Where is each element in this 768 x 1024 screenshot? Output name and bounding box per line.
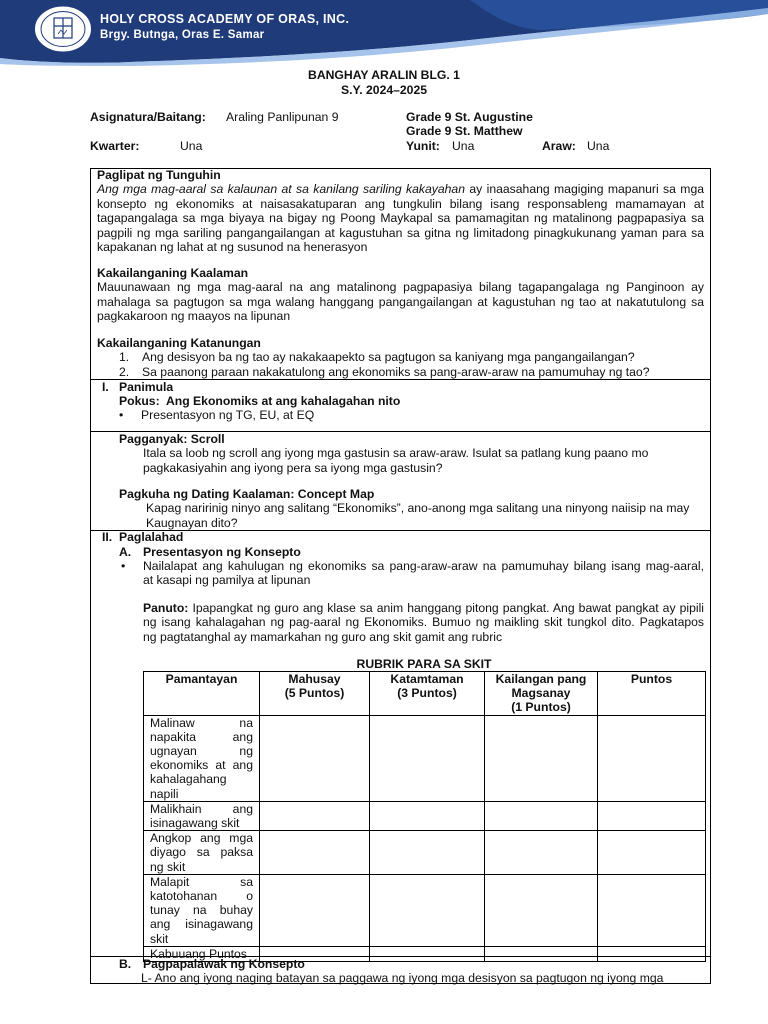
rubric-score-cell[interactable] (260, 715, 370, 801)
question-number: 2. (119, 364, 130, 379)
motivation-text: Itala sa loob ng scroll ang iyong mga gastusin sa araw-araw. Isulat sa patlang kung paano mo (143, 446, 649, 461)
rubric-title: RUBRIK PARA SA SKIT (356, 657, 492, 671)
understanding-text: Mauunawaan ng mga mag-aaral na ang matalinong pagpapasiya bilang tagapangalaga ng Panginoon ay (97, 280, 704, 295)
prior-knowledge-heading: Pagkuha ng Dating Kaalaman: Concept Map (119, 487, 375, 501)
section-heading: Paglalahad (119, 530, 184, 544)
transfer-goal-heading: Paglipat ng Tunguhin (97, 168, 221, 182)
focus-bullet: Presentasyon ng TG, EU, at EQ (141, 408, 315, 422)
rubric-score-cell[interactable] (260, 874, 370, 946)
section-number: I. (102, 380, 109, 394)
concept-bullet-text: Nailalapat ang kahulugan ng ekonomiks sa pang-araw-araw na pamumuhay bilang isang mag-aaral, (143, 559, 704, 573)
subject-value: Araling Panlipunan 9 (226, 110, 339, 124)
instructions-label: Panuto: (143, 601, 189, 615)
rubric-header-cell: Puntos (598, 672, 706, 716)
rubric-score-cell[interactable] (598, 874, 706, 946)
transfer-goal-section (97, 168, 704, 254)
table-row (144, 715, 706, 801)
day-value: Una (587, 139, 610, 153)
subsection-label: B. (119, 957, 132, 971)
rubric-total-label: Kabuuang Puntos (144, 946, 260, 961)
focus-label: Pokus: (119, 394, 160, 408)
subject-label: Asignatura/Baitang: (90, 110, 206, 124)
rubric-score-cell[interactable] (370, 831, 485, 875)
rubric-score-cell[interactable] (485, 801, 598, 830)
question-item: Sa paanong paraan nakakatulong ang ekonomiks sa pang-araw-araw na pamumuhay ng tao? (142, 364, 650, 379)
understanding-heading: Kakailanganing Kaalaman (97, 266, 249, 280)
rubric-score-cell[interactable] (598, 831, 706, 875)
rubric-score-cell[interactable] (260, 831, 370, 875)
rubric-criterion: Malinaw na napakita ang ugnayan ng ekonomiks at ang kahalagahang napili (144, 715, 260, 801)
transfer-goal-text: pagpili ng mga sariling pangangailangan at kagustuhan sa gitna ng limitadong pinagkukunang yaman para sa (97, 225, 704, 240)
rubric-score-cell[interactable] (598, 946, 706, 961)
understanding-text: pagkakaroon ng maayos na lipunan (97, 309, 291, 324)
school-seal-logo (32, 4, 94, 54)
instructions-section (143, 601, 704, 644)
rubric-header-cell: Katamtaman (3 Puntos) (370, 672, 485, 716)
concept-bullet-text: at kasapi ng pamilya at lipunan (143, 573, 311, 588)
subsection-heading: Pagpapalawak ng Konsepto (143, 957, 305, 971)
rubric-score-cell[interactable] (370, 715, 485, 801)
grade-section-1: Grade 9 St. Augustine (406, 110, 533, 124)
rubric-table (143, 671, 706, 962)
rubric-score-cell[interactable] (370, 946, 485, 961)
unit-value: Una (452, 139, 475, 153)
rubric-score-cell[interactable] (370, 874, 485, 946)
prior-knowledge-text: Kapag naririnig ninyo ang salitang “Ekonomiks”, ano-anong mga salitang una ninyong naiisip na may (146, 501, 690, 516)
rubric-header-cell: Kailangan pang Magsanay (1 Puntos) (485, 672, 598, 716)
instructions-text: ng pagtatanghal ay mamarkahan ng guro ang skit gamit ang rubric (143, 629, 503, 644)
rubric-header-row (144, 672, 706, 716)
transfer-goal-text: kapakanan ng lahat at ng susunod na henerasyon (97, 240, 368, 255)
understanding-section (97, 266, 704, 324)
rubric-score-cell[interactable] (370, 801, 485, 830)
header-banner (0, 0, 768, 66)
transfer-goal-text: konsepto ng ekonomiks at naisasakatuparan ang tungkulin bilang isang responsableng mamamayan at (97, 196, 704, 211)
rubric-score-cell[interactable] (598, 715, 706, 801)
prior-knowledge-section (119, 487, 704, 530)
rubric-criterion: Malikhain ang isinagawang skit (144, 801, 260, 830)
rubric-score-cell[interactable] (598, 801, 706, 830)
rubric-header-cell: Mahusay (5 Puntos) (260, 672, 370, 716)
quarter-label: Kwarter: (90, 139, 140, 153)
rubric-score-cell[interactable] (485, 946, 598, 961)
essential-questions-section (97, 336, 704, 379)
motivation-text: pagkakasiyahin ang iyong pera sa iyong mga gastusin? (143, 460, 443, 475)
understanding-text: mahalaga sa pagtugon sa mga walang hanggang pangangailangan at kagustuhan ng tao at nakatutulong sa (97, 294, 704, 309)
section-number: II. (102, 530, 113, 544)
quarter-value: Una (180, 139, 203, 153)
school-year: S.Y. 2024–2025 (340, 83, 428, 97)
rubric-score-cell[interactable] (485, 874, 598, 946)
day-label: Araw: (542, 139, 576, 153)
rubric-header-cell: Pamantayan (144, 672, 260, 716)
essential-questions-heading: Kakailanganing Katanungan (97, 336, 261, 350)
prior-knowledge-text: Kaugnayan dito? (146, 515, 238, 530)
table-row (144, 831, 706, 875)
motivation-section (119, 432, 704, 475)
table-row (144, 874, 706, 946)
document-title: BANGHAY ARALIN BLG. 1 (308, 68, 460, 82)
transfer-goal-text: tagapangalaga sa mga biyaya na bigay ng Poong Maykapal sa pamamagitan ng matalinong pagpapasiya sa (97, 211, 704, 226)
subsection-heading: Presentasyon ng Konsepto (143, 545, 301, 559)
school-name: HOLY CROSS ACADEMY OF ORAS, INC. (100, 12, 350, 26)
question-item: Ang desisyon ba ng tao ay nakakaapekto sa pagtugon sa kaniyang mga pangangailangan? (142, 350, 635, 365)
school-identity (100, 12, 349, 41)
instructions-text: Ipapangkat ng guro ang klase sa anim hanggang pitong pangkat. Ang bawat pangkat ay pipili (192, 601, 705, 615)
transfer-goal-italic: Ang mga mag-aaral sa kalaunan at sa kanilang sariling kakayahan (97, 182, 465, 197)
grade-section-2: Grade 9 St. Matthew (406, 124, 523, 138)
rubric-criterion: Malapit sa katotohanan o tunay na buhay ang isinagawang skit (144, 874, 260, 946)
rubric-score-cell[interactable] (260, 801, 370, 830)
rubric-score-cell[interactable] (485, 831, 598, 875)
focus-text: Ang Ekonomiks at ang kahalagahan nito (165, 394, 401, 408)
transfer-goal-text: ay inaasahang magiging mapanuri sa mga (469, 182, 704, 197)
expansion-text: L- Ano ang iyong naging batayan sa paggawa ng iyong mga desisyon sa pagtugon ng iyong mga (141, 971, 664, 985)
subsection-label: A. (119, 545, 132, 559)
instructions-text: ng isang kahalagahan ng pag-aaral ng Ekonomiks. Bumuo ng maikling skit tungkol dito. Pagkatapos (143, 615, 704, 630)
section-heading: Panimula (119, 380, 174, 394)
rubric-criterion: Angkop ang mga diyago sa paksa ng skit (144, 831, 260, 875)
unit-label: Yunit: (406, 139, 440, 153)
table-row (144, 801, 706, 830)
question-number: 1. (119, 350, 130, 365)
rubric-score-cell[interactable] (485, 715, 598, 801)
motivation-heading: Pagganyak: Scroll (119, 432, 225, 446)
school-address: Brgy. Butnga, Oras E. Samar (100, 29, 265, 41)
